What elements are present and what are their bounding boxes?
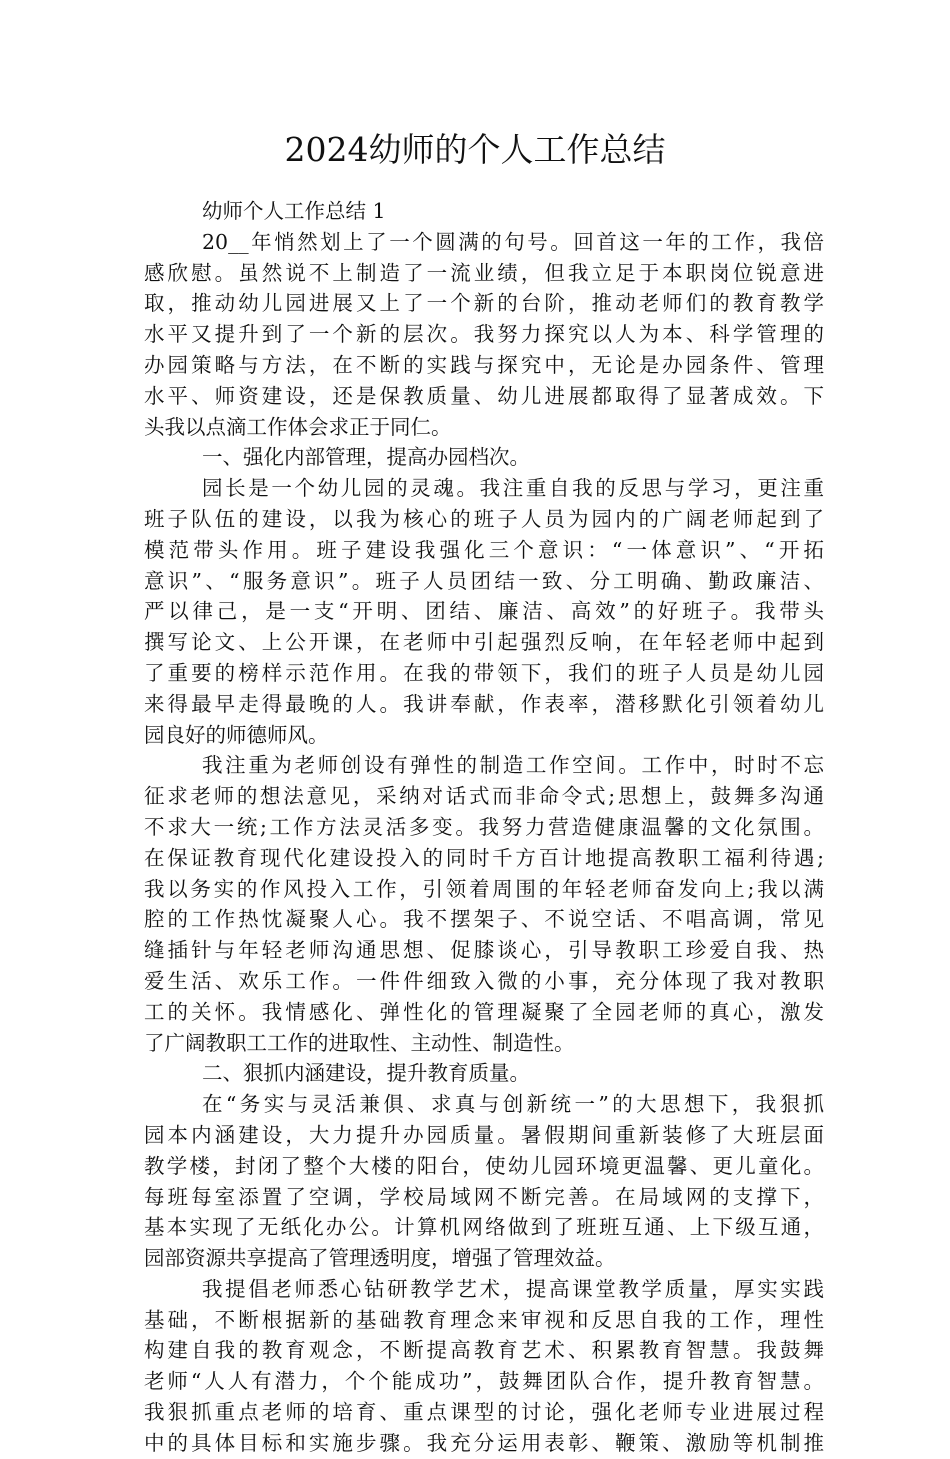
text-line: 在保证教育现代化建设投入的同时千方百计地提高教职工福利待遇; bbox=[144, 845, 824, 870]
document-title: 2024幼师的个人工作总结 bbox=[284, 130, 666, 169]
text-line: 中的具体目标和实施步骤。我充分运用表彰、鞭策、激励等机制推 bbox=[144, 1430, 824, 1455]
text-line: 不求大一统;工作方法灵活多变。我努力营造健康温馨的文化氛围。 bbox=[144, 814, 824, 839]
text-line: 每班每室添置了空调，学校局域网不断完善。在局域网的支撑下， bbox=[144, 1184, 824, 1209]
text-line: 征求老师的想法意见，采纳对话式而非命令式;思想上，鼓舞多沟通 bbox=[144, 784, 824, 809]
text-line: 意识”、“服务意识”。班子人员团结一致、分工明确、勤政廉洁、 bbox=[144, 568, 824, 593]
text-line: 腔的工作热忱凝聚人心。我不摆架子、不说空话、不唱高调，常见 bbox=[144, 907, 824, 932]
text-line: 撰写论文、上公开课，在老师中引起强烈反响，在年轻老师中起到 bbox=[144, 630, 824, 655]
text-line: 园本内涵建设，大力提升办园质量。暑假期间重新装修了大班层面 bbox=[144, 1122, 824, 1147]
text-line: 办园策略与方法，在不断的实践与探究中，无论是办园条件、管理 bbox=[144, 352, 824, 377]
text-line: 我以务实的作风投入工作，引领着周围的年轻老师奋发向上;我以满 bbox=[144, 876, 824, 901]
text-line: 严以律己，是一支“开明、团结、廉洁、高效”的好班子。我带头 bbox=[144, 599, 824, 624]
text-line: 缝插针与年轻老师沟通思想、促膝谈心，引导教职工珍爱自我、热 bbox=[144, 938, 824, 963]
text-line: 20__年悄然划上了一个圆满的句号。回首这一年的工作，我倍 bbox=[202, 229, 824, 254]
text-line: 我注重为老师创设有弹性的制造工作空间。工作中，时时不忘 bbox=[202, 753, 824, 778]
text-line: 工的关怀。我情感化、弹性化的管理凝聚了全园老师的真心，激发 bbox=[144, 999, 824, 1024]
text-line: 来得最早走得最晚的人。我讲奉献，作表率，潜移默化引领着幼儿 bbox=[144, 691, 824, 716]
text-line: 园良好的师德师风。 bbox=[144, 722, 329, 747]
text-line: 园长是一个幼儿园的灵魂。我注重自我的反思与学习，更注重 bbox=[202, 476, 824, 501]
text-line: 二、狠抓内涵建设，提升教育质量。 bbox=[202, 1061, 530, 1086]
text-line: 老师“人人有潜力，个个能成功”，鼓舞团队合作，提升教育智慧。 bbox=[144, 1369, 824, 1394]
text-line: 取，推动幼儿园进展又上了一个新的台阶，推动老师们的教育教学 bbox=[144, 291, 824, 316]
text-line: 在“务实与灵活兼俱、求真与创新统一”的大思想下，我狠抓 bbox=[202, 1092, 824, 1117]
text-line: 感欣慰。虽然说不上制造了一流业绩，但我立足于本职岗位锐意进 bbox=[144, 260, 824, 285]
text-line: 了广阔教职工工作的进取性、主动性、制造性。 bbox=[144, 1030, 575, 1055]
text-line: 基础，不断根据新的基础教育理念来审视和反思自我的工作，理性 bbox=[144, 1307, 824, 1332]
text-line: 水平又提升到了一个新的层次。我努力探究以人为本、科学管理的 bbox=[144, 322, 824, 347]
text-line: 构建自我的教育观念，不断提高教育艺术、积累教育智慧。我鼓舞 bbox=[144, 1338, 824, 1363]
text-line: 园部资源共享提高了管理透明度，增强了管理效益。 bbox=[144, 1246, 616, 1271]
text-line: 模范带头作用。班子建设我强化三个意识：“一体意识”、“开拓 bbox=[144, 537, 824, 562]
text-line: 班子队伍的建设，以我为核心的班子人员为园内的广阔老师起到了 bbox=[144, 506, 824, 531]
text-line: 一、强化内部管理，提高办园档次。 bbox=[202, 445, 530, 470]
text-line: 了重要的榜样示范作用。在我的带领下，我们的班子人员是幼儿园 bbox=[144, 660, 824, 685]
text-line: 头我以点滴工作体会求正于同仁。 bbox=[144, 414, 452, 439]
text-line: 水平、师资建设，还是保教质量、幼儿进展都取得了显著成效。下 bbox=[144, 383, 824, 408]
document-body bbox=[144, 196, 824, 1459]
text-line: 我提倡老师悉心钻研教学艺术，提高课堂教学质量，厚实实践 bbox=[202, 1276, 824, 1301]
text-line: 爱生活、欢乐工作。一件件细致入微的小事，充分体现了我对教职 bbox=[144, 968, 824, 993]
text-line: 基本实现了无纸化办公。计算机网络做到了班班互通、上下级互通， bbox=[144, 1215, 824, 1240]
text-line: 幼师个人工作总结 1 bbox=[202, 199, 386, 223]
text-line: 教学楼，封闭了整个大楼的阳台，使幼儿园环境更温馨、更儿童化。 bbox=[144, 1153, 824, 1178]
text-line: 我狠抓重点老师的培育、重点课型的讨论，强化老师专业进展过程 bbox=[144, 1400, 824, 1425]
